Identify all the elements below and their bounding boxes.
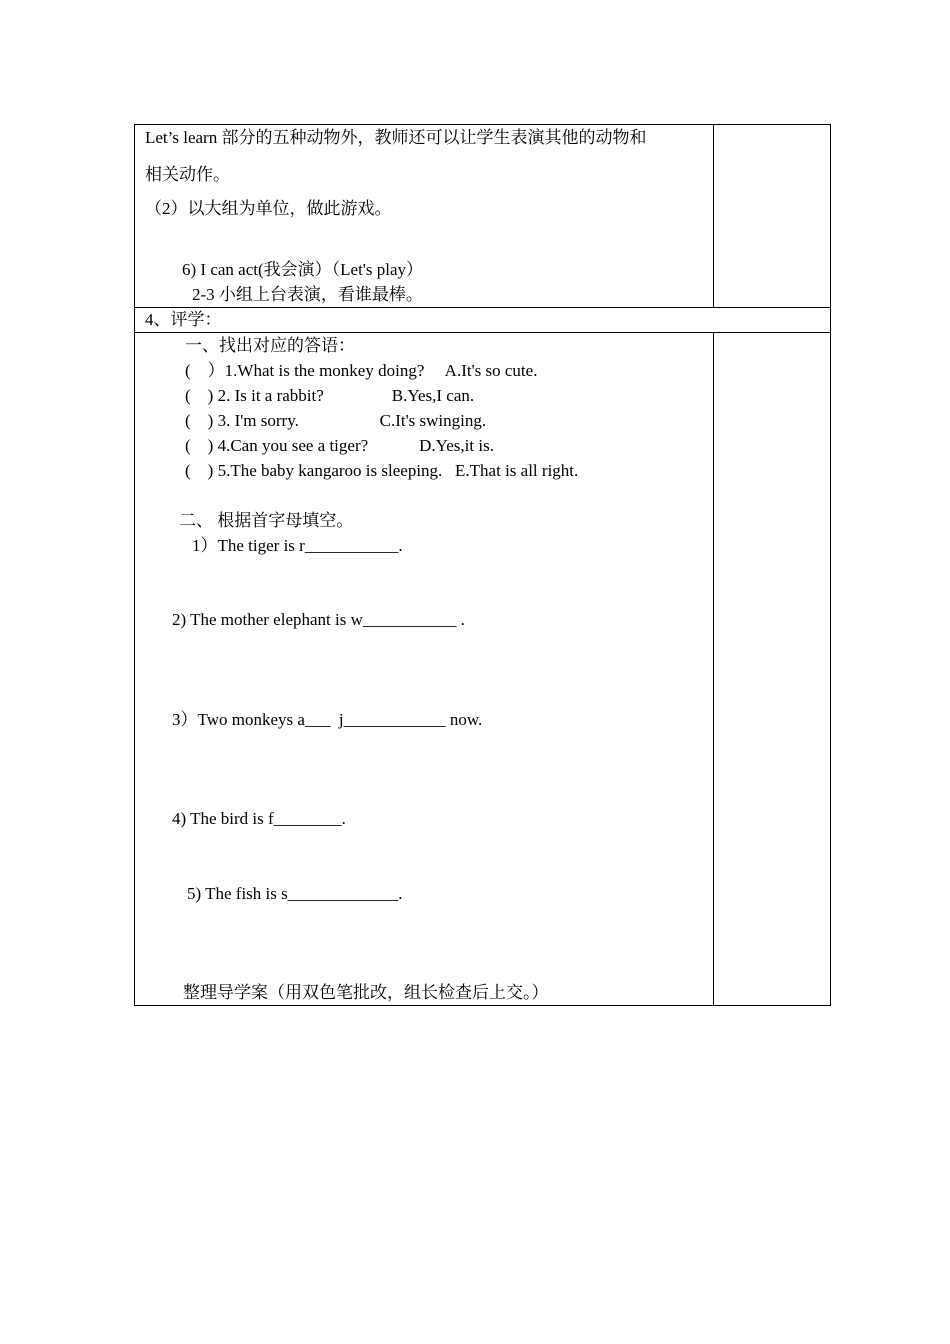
- text-line: Let’s learn 部分的五种动物外，教师还可以让学生表演其他的动物和: [145, 128, 647, 147]
- activity-cell: [135, 125, 714, 308]
- matching-item: ( ) 2. Is it a rabbit? B.Yes,I can.: [185, 386, 475, 405]
- matching-item: ( ) 3. I'm sorry. C.It's swinging.: [185, 411, 487, 430]
- section-heading: 4、评学：: [145, 310, 222, 329]
- matching-item: ( ) 5.The baby kangaroo is sleeping. E.That is all right.: [185, 461, 579, 480]
- fill-item: 5) The fish is s_____________.: [187, 884, 403, 903]
- matching-item: ( ）1.What is the monkey doing? A.It's so cute.: [185, 361, 538, 380]
- text-line: 6) I can act(我会演）（Let's play）: [182, 260, 423, 279]
- fill-item: 2) The mother elephant is w___________ .: [172, 610, 465, 629]
- text-line: （2）以大组为单位，做此游戏。: [145, 199, 392, 218]
- fill-item: 4) The bird is f________.: [172, 809, 346, 828]
- fill-item: 1）The tiger is r___________.: [192, 536, 403, 555]
- notes-cell: [714, 125, 831, 308]
- lesson-table: [134, 124, 831, 1006]
- part-title: 一、找出对应的答语：: [185, 336, 355, 355]
- evaluation-heading-cell: [135, 308, 831, 333]
- row-activity: [135, 125, 831, 308]
- footer-note: 整理导学案（用双色笔批改，组长检查后上交。）: [183, 983, 549, 1002]
- part-title: 二、 根据首字母填空。: [179, 511, 354, 530]
- matching-item: ( ) 4.Can you see a tiger? D.Yes,it is.: [185, 436, 494, 455]
- fill-item: 3）Two monkeys a___ j____________ now.: [172, 710, 483, 729]
- row-exercises: [135, 333, 831, 1006]
- notes-cell: [714, 333, 831, 1006]
- row-evaluation-heading: [135, 308, 831, 333]
- exercises-cell: [135, 333, 714, 1006]
- text-line: 相关动作。: [145, 165, 230, 184]
- text-line: 2-3 小组上台表演，看谁最棒。: [192, 285, 423, 304]
